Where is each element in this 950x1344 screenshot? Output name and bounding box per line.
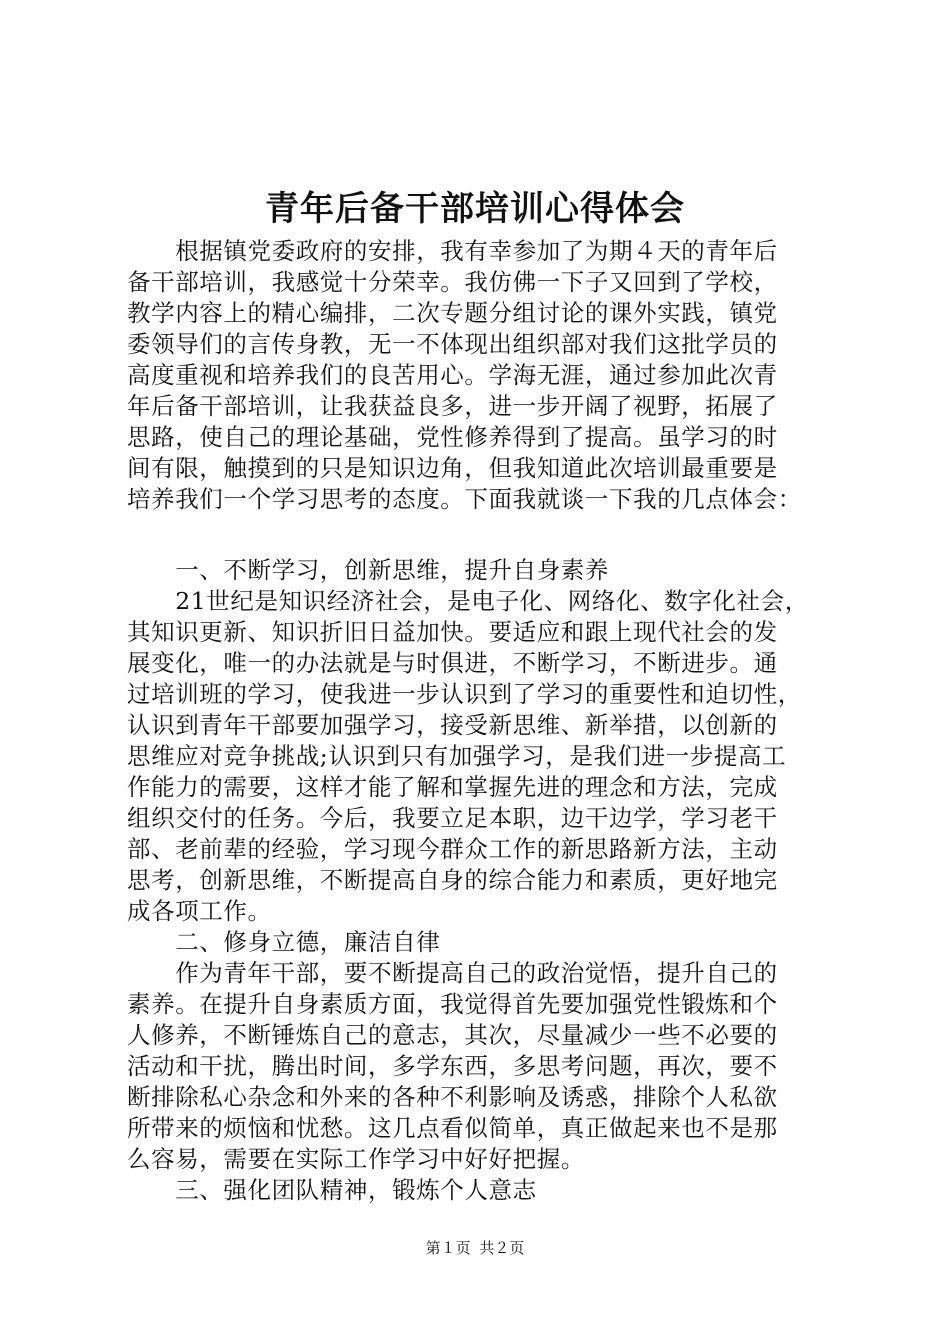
document-body xyxy=(127,236,827,1206)
text-line: 思维应对竞争挑战;认识到只有加强学习，是我们进一步提高工 xyxy=(127,742,787,770)
text-line: 成各项工作。 xyxy=(127,897,272,925)
text-line: 素养。在提升自身素质方面，我觉得首先要加强党性锻炼和个 xyxy=(127,990,778,1018)
text-line: 活动和干扰，腾出时间，多学东西，多思考问题，再次，要不 xyxy=(127,1052,778,1080)
text-line: 断排除私心杂念和外来的各种不利影响及诱惑，排除个人私欲 xyxy=(127,1083,778,1111)
paragraph-section-2 xyxy=(127,958,827,1175)
section-heading-text: 一、不断学习，创新思维，提升自身素养 xyxy=(127,556,609,584)
section-heading-2 xyxy=(127,927,827,958)
text-line: 其知识更新、知识折旧日益加快。要适应和跟上现代社会的发 xyxy=(127,618,778,646)
text-line: 展变化，唯一的办法就是与时俱进，不断学习，不断进步。通 xyxy=(127,649,778,677)
text-line: 作能力的需要，这样才能了解和掌握先进的理念和方法，完成 xyxy=(127,773,778,801)
section-heading-3 xyxy=(127,1175,827,1206)
text-line: 么容易，需要在实际工作学习中好好把握。 xyxy=(127,1145,585,1173)
text-line: 年后备干部培训，让我获益良多，进一步开阔了视野，拓展了 xyxy=(127,392,778,420)
text-line: 培养我们一个学习思考的态度。下面我就谈一下我的几点体会： xyxy=(127,485,802,513)
text-line: 高度重视和培养我们的良苦用心。学海无涯，通过参加此次青 xyxy=(127,361,778,389)
section-heading-text: 三、强化团队精神，锻炼个人意志 xyxy=(127,1176,537,1204)
text-line: 人修养，不断锤炼自己的意志，其次，尽量减少一些不必要的 xyxy=(127,1021,778,1049)
paragraph-intro xyxy=(127,236,827,515)
text-line: 教学内容上的精心编排，二次专题分组讨论的课外实践，镇党 xyxy=(127,299,778,327)
text-line: 所带来的烦恼和忧愁。这几点看似简单，真正做起来也不是那 xyxy=(127,1114,778,1142)
text-line: 委领导们的言传身教，无一不体现出组织部对我们这批学员的 xyxy=(127,330,778,358)
page-total: 共２页 xyxy=(479,1239,525,1257)
document-title: 青年后备干部培训心得体会 xyxy=(265,189,685,229)
text-line: 根据镇党委政府的安排，我有幸参加了为期４天的青年后 xyxy=(127,237,778,265)
section-heading-1 xyxy=(127,555,827,586)
text-line: 间有限，触摸到的只是知识边角，但我知道此次培训最重要是 xyxy=(127,454,778,482)
paragraph-section-1 xyxy=(127,586,827,927)
page-footer xyxy=(0,1238,950,1258)
text-line: 认识到青年干部要加强学习，接受新思维、新举措，以创新的 xyxy=(127,711,778,739)
page-number: 第１页 xyxy=(425,1239,471,1257)
text-line: 21世纪是知识经济社会，是电子化、网络化、数字化社会， xyxy=(127,587,809,615)
text-line: 组织交付的任务。今后，我要立足本职，边干边学，学习老干 xyxy=(127,804,778,832)
text-line: 作为青年干部，要不断提高自己的政治觉悟，提升自己的 xyxy=(127,959,778,987)
paragraph-spacer xyxy=(127,515,827,555)
text-line: 备干部培训，我感觉十分荣幸。我仿佛一下子又回到了学校， xyxy=(127,268,778,296)
text-line: 过培训班的学习，使我进一步认识到了学习的重要性和迫切性， xyxy=(127,680,802,708)
text-line: 思路，使自己的理论基础，党性修养得到了提高。虽学习的时 xyxy=(127,423,778,451)
section-heading-text: 二、修身立德，廉洁自律 xyxy=(127,928,441,956)
text-line: 部、老前辈的经验，学习现今群众工作的新思路新方法，主动 xyxy=(127,835,778,863)
text-line: 思考，创新思维，不断提高自身的综合能力和素质，更好地完 xyxy=(127,866,778,894)
